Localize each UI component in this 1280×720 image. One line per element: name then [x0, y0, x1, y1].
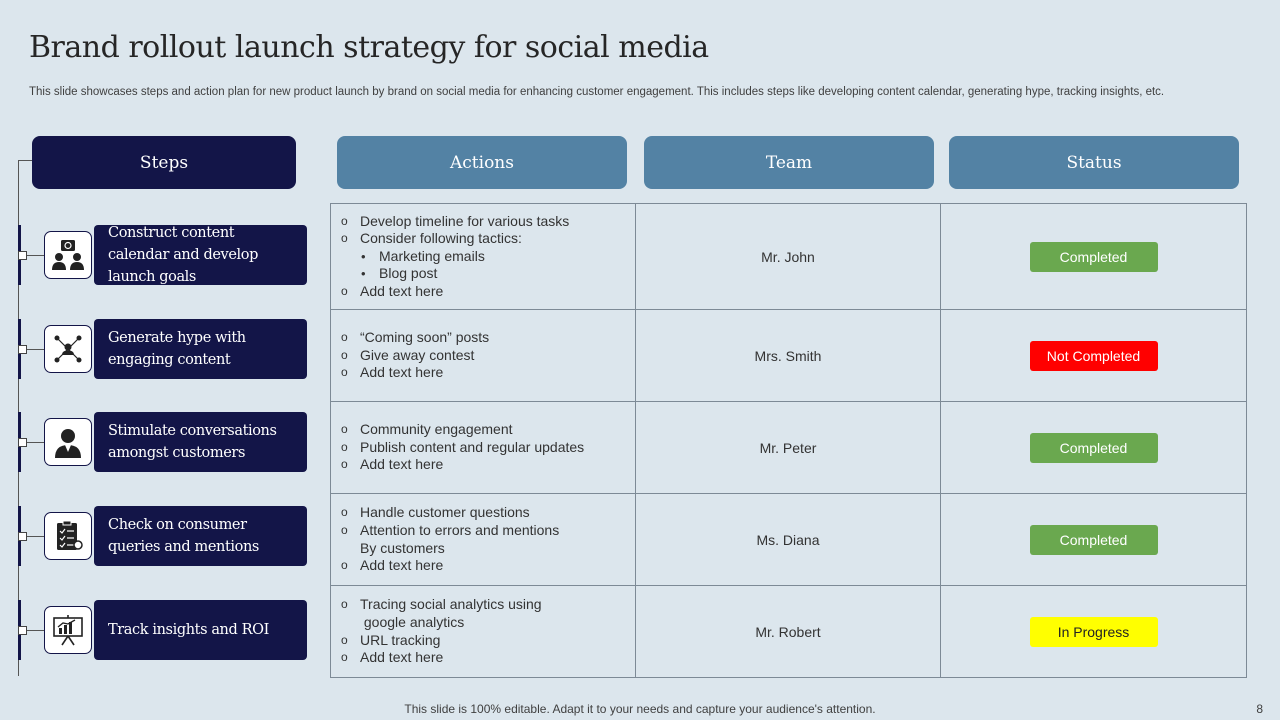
step-item	[18, 600, 308, 660]
footer-note: This slide is 100% editable. Adapt it to your needs and capture your audience's attention.	[404, 702, 876, 716]
action-text: Community engagement	[360, 421, 513, 438]
step-item	[18, 319, 308, 379]
status-cell	[941, 310, 1247, 402]
action-text: Blog post	[379, 265, 438, 282]
actions-cell	[331, 310, 636, 402]
action-text: URL tracking	[360, 631, 441, 648]
action-text: Attention to errors and mentions	[360, 521, 560, 538]
action-item	[341, 421, 627, 439]
action-item	[341, 522, 627, 540]
steps-header: Steps	[32, 136, 296, 189]
action-item	[341, 614, 627, 632]
action-item	[341, 329, 627, 347]
action-text: Handle customer questions	[360, 504, 530, 521]
bullet-icon: o	[341, 457, 348, 472]
action-item	[341, 540, 627, 558]
table-row	[331, 402, 1247, 494]
bullet-icon: o	[341, 650, 348, 665]
status-badge: Completed	[1030, 525, 1158, 555]
bullet-icon: o	[341, 597, 348, 612]
action-text: Tracing social analytics using	[360, 596, 542, 613]
status-cell	[941, 204, 1247, 310]
bullet-icon: o	[341, 283, 348, 298]
step-node	[18, 251, 27, 260]
action-item	[341, 504, 627, 522]
table-row	[331, 494, 1247, 586]
actions-cell	[331, 402, 636, 494]
bullet-icon: o	[341, 231, 348, 246]
action-item	[341, 596, 627, 614]
status-cell	[941, 402, 1247, 494]
team-cell: Mr. Robert	[636, 586, 941, 678]
action-text: By customers	[360, 539, 445, 556]
status-badge: Completed	[1030, 242, 1158, 272]
team-header: Team	[644, 136, 934, 189]
team-cell: Mr. Peter	[636, 402, 941, 494]
step-label: Track insights and ROI	[94, 600, 307, 660]
action-item	[341, 213, 627, 231]
actions-cell	[331, 494, 636, 586]
action-item	[341, 439, 627, 457]
step-node	[18, 438, 27, 447]
status-badge: Completed	[1030, 433, 1158, 463]
step-label: Check on consumer queries and mentions	[94, 506, 307, 566]
action-text: Marketing emails	[379, 247, 485, 264]
timeline-connector-top	[18, 160, 32, 161]
action-item	[341, 557, 627, 575]
action-item	[341, 230, 627, 248]
bullet-icon: o	[341, 347, 348, 362]
step-node	[18, 532, 27, 541]
action-text: Give away contest	[360, 346, 475, 363]
bullet-icon: o	[341, 505, 348, 520]
checklist-icon	[44, 512, 92, 560]
step-node	[18, 626, 27, 635]
step-item	[18, 506, 308, 566]
actions-cell	[331, 204, 636, 310]
status-header: Status	[949, 136, 1239, 189]
action-item	[341, 364, 627, 382]
table-row	[331, 586, 1247, 678]
action-text: Publish content and regular updates	[360, 438, 585, 455]
person-avatar-icon	[44, 418, 92, 466]
status-cell	[941, 586, 1247, 678]
step-label: Construct content calendar and develop launch goals	[94, 225, 307, 285]
action-item	[341, 248, 627, 266]
action-text: Consider following tactics:	[360, 230, 522, 247]
action-text: google analytics	[360, 613, 465, 630]
bullet-icon: o	[341, 558, 348, 573]
action-text: Add text here	[360, 557, 444, 574]
bullet-icon: •	[361, 266, 366, 282]
status-badge: Not Completed	[1030, 341, 1158, 371]
actions-header: Actions	[337, 136, 627, 189]
actions-cell	[331, 586, 636, 678]
bullet-icon: o	[341, 422, 348, 437]
action-text: Add text here	[360, 649, 444, 666]
presentation-chart-icon	[44, 606, 92, 654]
action-item	[341, 632, 627, 650]
slide-subtitle: This slide showcases steps and action plan for new product launch by brand on social media for enhancing customer engagement. This includes steps like developing content calendar, generating hype, tracking insights, etc.	[29, 86, 1165, 98]
team-cell: Mrs. Smith	[636, 310, 941, 402]
step-item	[18, 412, 308, 472]
team-meeting-icon	[44, 231, 92, 279]
step-label: Generate hype with engaging content	[94, 319, 307, 379]
table-row	[331, 310, 1247, 402]
status-cell	[941, 494, 1247, 586]
action-item	[341, 283, 627, 301]
network-people-icon	[44, 325, 92, 373]
action-item	[341, 456, 627, 474]
bullet-icon: o	[341, 632, 348, 647]
table-row	[331, 204, 1247, 310]
action-text: Add text here	[360, 364, 444, 381]
step-item	[18, 225, 308, 285]
bullet-icon: •	[361, 248, 366, 264]
step-node	[18, 345, 27, 354]
status-badge: In Progress	[1030, 617, 1158, 647]
action-text: Develop timeline for various tasks	[360, 212, 570, 229]
action-text: “Coming soon” posts	[360, 329, 490, 346]
team-cell: Mr. John	[636, 204, 941, 310]
action-text: Add text here	[360, 456, 444, 473]
bullet-icon: o	[341, 365, 348, 380]
action-item	[341, 265, 627, 283]
bullet-icon: o	[341, 439, 348, 454]
bullet-icon: o	[341, 213, 348, 228]
action-text: Add text here	[360, 282, 444, 299]
bullet-icon: o	[341, 330, 348, 345]
page-number: 8	[1256, 702, 1263, 716]
slide-title: Brand rollout launch strategy for social media	[29, 30, 709, 65]
team-cell: Ms. Diana	[636, 494, 941, 586]
bullet-icon: o	[341, 522, 348, 537]
action-item	[341, 347, 627, 365]
step-label: Stimulate conversations amongst customers	[94, 412, 307, 472]
action-plan-table	[330, 203, 1247, 678]
action-item	[341, 649, 627, 667]
